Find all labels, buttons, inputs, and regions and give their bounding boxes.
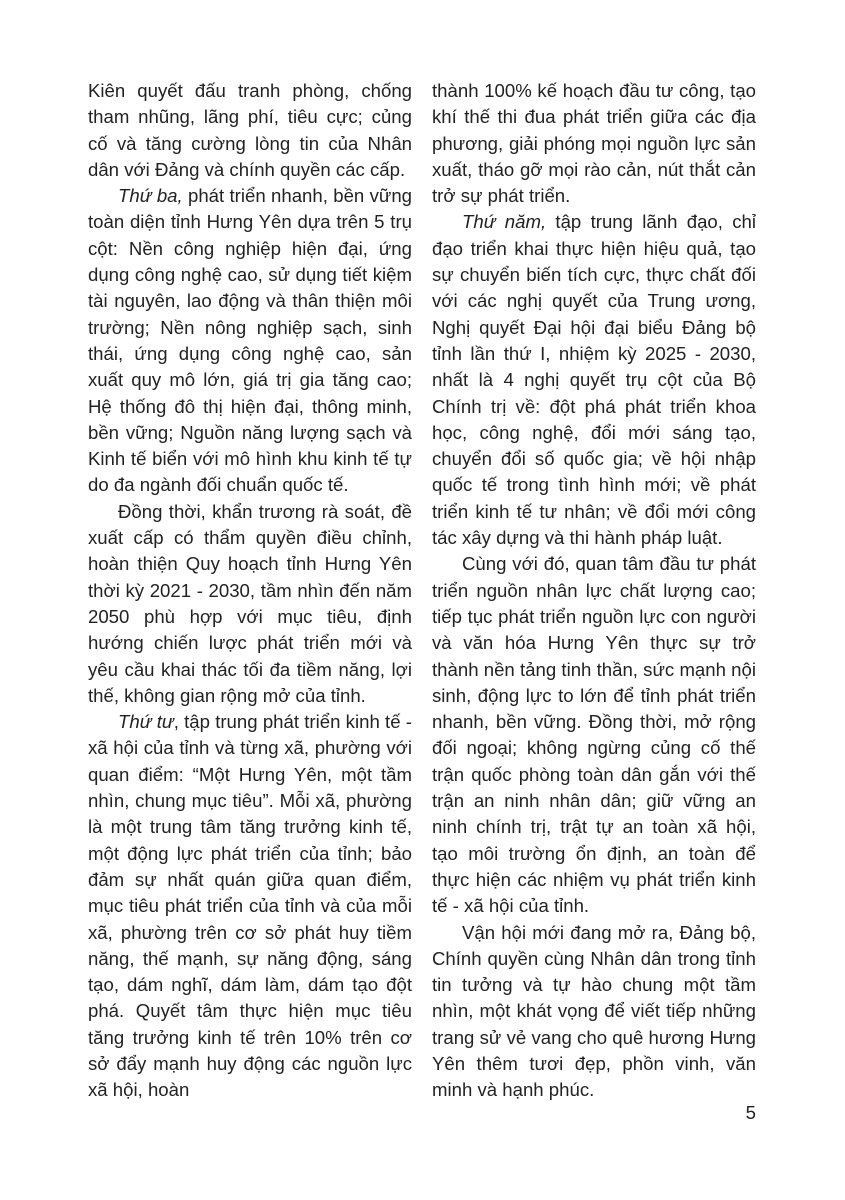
text-run: Vận hội mới đang mở ra, Đảng bộ, Chính quyền cùng Nhân dân trong tỉnh tin tưởng và tự hào chung một tầm nhìn, một khát vọng để viết tiếp những trang sử vẻ vang cho quê hương Hưng Yên thêm tươi đẹp, phồn vinh, văn minh và hạnh phúc. — [432, 921, 756, 1101]
paragraph — [88, 709, 412, 1103]
paragraph — [432, 209, 756, 551]
paragraph — [432, 78, 756, 209]
text-columns — [88, 78, 756, 1104]
paragraph — [432, 920, 756, 1104]
text-run: phát triển nhanh, bền vững toàn diện tỉnh Hưng Yên dựa trên 5 trụ cột: Nền công nghiệp hiện đại, ứng dụng công nghệ cao, sử dụng tiết kiệm tài nguyên, lao động và thân thiện môi trường; Nền nông nghiệp sạch, sinh thái, ứng dụng công nghệ cao, sản xuất quy mô lớn, giá trị gia tăng cao; Hệ thống đô thị hiện đại, thông minh, bền vững; Nguồn năng lượng sạch và Kinh tế biển với mô hình khu kinh tế tự do đa ngành đối chuẩn quốc tế. — [88, 185, 413, 496]
emphasis-run: Thứ tư — [118, 711, 174, 733]
paragraph — [88, 183, 412, 499]
text-run: , tập trung phát triển kinh tế - xã hội của tỉnh và từng xã, phường với quan điểm: “Một Hưng Yên, một tầm nhìn, chung mục tiêu”. Mỗi xã, phường là một trung tâm tăng trưởng kinh tế, một động lực phát triển của tỉnh; bảo đảm sự nhất quán giữa quan điểm, mục tiêu phát triển của tỉnh và của mỗi xã, phường trên cơ sở phát huy tiềm năng, thế mạnh, sự năng động, sáng tạo, dám nghĩ, dám làm, dám tạo đột phá. Quyết tâm thực hiện mục tiêu tăng trưởng kinh tế trên 10% trên cơ sở đẩy mạnh huy động các nguồn lực xã hội, hoàn — [88, 711, 412, 1101]
paragraph — [432, 551, 756, 919]
right-column — [432, 78, 756, 1104]
text-run: Cùng với đó, quan tâm đầu tư phát triển nguồn nhân lực chất lượng cao; tiếp tục phát triển nguồn lực con người và văn hóa Hưng Yên thực sự trở thành nền tảng tinh thần, sức mạnh nội sinh, động lực to lớn để tỉnh phát triển nhanh, bền vững. Đồng thời, mở rộng đối ngoại; không ngừng củng cố thế trận quốc phòng toàn dân gắn với thế trận an ninh nhân dân; giữ vững an ninh chính trị, trật tự an toàn xã hội, tạo môi trường ổn định, an toàn để thực hiện các nhiệm vụ phát triển kinh tế - xã hội của tỉnh. — [432, 553, 756, 917]
text-run: thành 100% kế hoạch đầu tư công, tạo khí thế thi đua phát triển giữa các địa phương, giải phóng mọi nguồn lực sản xuất, tháo gỡ mọi rào cản, nút thắt cản trở sự phát triển. — [432, 80, 756, 207]
text-run: tập trung lãnh đạo, chỉ đạo triển khai thực hiện hiệu quả, tạo sự chuyển biến tích cực, thực chất đối với các nghị quyết của Trung ương, Nghị quyết Đại hội đại biểu Đảng bộ tỉnh lần thứ I, nhiệm kỳ 2025 - 2030, nhất là 4 nghị quyết trụ cột của Bộ Chính trị về: đột phá phát triển khoa học, công nghệ, đổi mới sáng tạo, chuyển đổi số quốc gia; về hội nhập quốc tế trong tình hình mới; về phát triển kinh tế tư nhân; về đổi mới công tác xây dựng và thi hành pháp luật. — [432, 211, 756, 549]
left-column — [88, 78, 412, 1104]
paragraph — [88, 499, 412, 709]
paragraph — [88, 78, 412, 183]
page-number: 5 — [745, 1102, 756, 1123]
text-run: Đồng thời, khẩn trương rà soát, đề xuất cấp có thẩm quyền điều chỉnh, hoàn thiện Quy hoạch tỉnh Hưng Yên thời kỳ 2021 - 2030, tầm nhìn đến năm 2050 phù hợp với mục tiêu, định hướng chiến lược phát triển mới và yêu cầu khai thác tối đa tiềm năng, lợi thế, không gian rộng mở của tỉnh. — [88, 500, 412, 706]
emphasis-run: Thứ ba, — [118, 185, 183, 207]
text-run: Kiên quyết đấu tranh phòng, chống tham nhũng, lãng phí, tiêu cực; củng cố và tăng cường lòng tin của Nhân dân với Đảng và chính quyền các cấp. — [88, 80, 412, 180]
emphasis-run: Thứ năm, — [462, 211, 547, 233]
